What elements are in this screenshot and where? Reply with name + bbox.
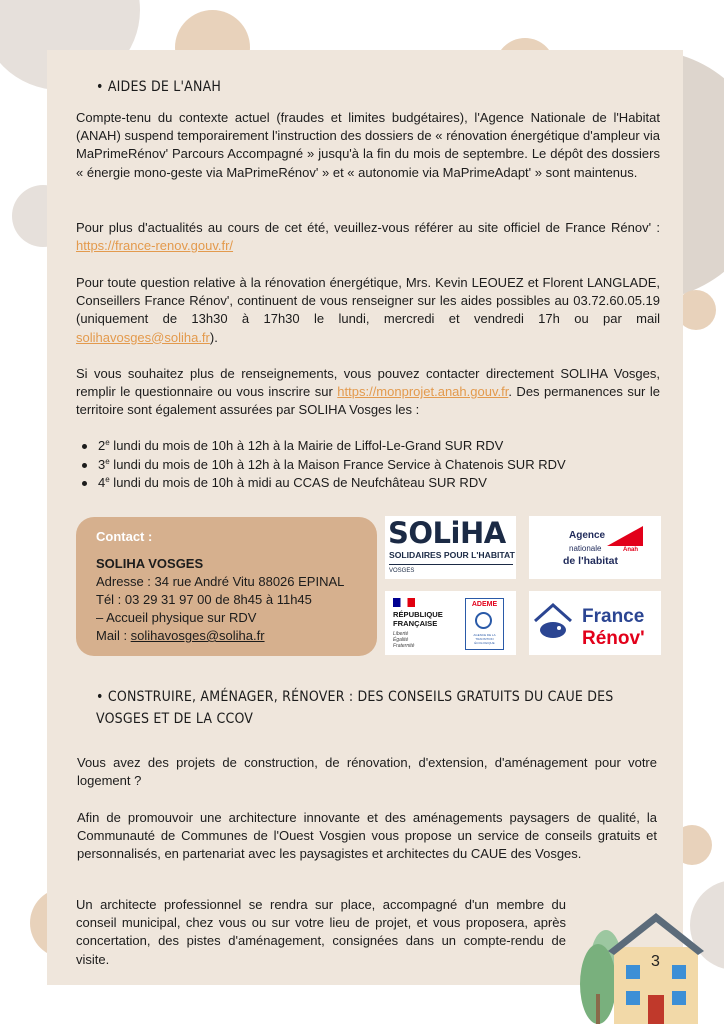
republique-l1: RÉPUBLIQUE <box>393 610 443 619</box>
france-renov-l2: Rénov' <box>582 628 645 649</box>
list-item: 2e lundi du mois de 10h à 12h à la Mairie de Liffol-Le-Grand SUR RDV <box>79 437 566 456</box>
list-item: 3e lundi du mois de 10h à 12h à la Maison France Service à Chatenois SUR RDV <box>79 456 566 475</box>
contact-text-end: ). <box>209 329 218 345</box>
anah-tag: Anah <box>623 547 638 553</box>
caue-paragraph-question: Vous avez des projets de construction, de rénovation, d'extension, d'aménagement pour votre logement ? <box>77 755 657 789</box>
marianne-icon <box>393 598 415 607</box>
soliha-logo <box>385 516 516 579</box>
soliha-sub: VOSGES <box>389 568 415 574</box>
caue-paragraph-service: Afin de promouvoir une architecture innovante et des aménagements paysagers de qualité, la Communauté de Communes de l'Ouest Vosgien vous propose un service de conseils gratuits et personnalisés, en partenariat avec les paysagistes et architectes du CAUE des Vosges. <box>77 810 657 862</box>
france-renov-l1: France <box>582 606 645 627</box>
motto-3: Fraternité <box>393 643 415 649</box>
house-illustration-icon <box>578 909 722 1024</box>
soliha-mail-link[interactable]: solihavosges@soliha.fr <box>76 329 210 345</box>
contact-box <box>76 517 377 656</box>
list-item: 4e lundi du mois de 10h à midi au CCAS de Neufchâteau SUR RDV <box>79 474 566 493</box>
motto-2: Égalité <box>393 637 409 643</box>
ademe-sub: AGENCE DE LA TRANSITION ÉCOLOGIQUE <box>473 633 496 645</box>
ademe-label: ADEME <box>471 601 498 608</box>
republique-ademe-logo <box>385 591 516 655</box>
france-renov-logo <box>529 591 661 655</box>
anah-paragraph-soliha <box>76 365 660 420</box>
soliha-separator <box>389 564 513 565</box>
soliha-text-end: . Des permanences sur le territoire sont également assurées par SOLIHA Vosges les : <box>76 384 660 418</box>
republique-l2: FRANÇAISE <box>393 619 438 628</box>
anah-line2: nationale <box>569 544 602 553</box>
ademe-circle-icon <box>475 612 492 629</box>
contact-mail: Mail : solihavosges@soliha.fr <box>96 628 265 643</box>
anah-line1: Agence <box>569 530 606 541</box>
anah-paragraph-context: Compte-tenu du contexte actuel (fraudes et limites budgétaires), l'Agence Nationale de l'Habitat (ANAH) suspend temporairement l'instruction des dossiers de « rénovation énergétique d'ampleur via MaPrimeRénov' Parcours Accompagné » jusqu'à la fin du mois de septembre. Le dépôt des dossiers « énergie mono-geste via MaPrimeRénov' » et « autonomie via MaPrimeAdapt' » sont maintenus. <box>76 110 660 180</box>
anah-paragraph-contact <box>76 274 660 347</box>
anah-logo <box>529 516 661 579</box>
soliha-brand: SOLiHA <box>388 516 506 550</box>
soliha-text: Si vous souhaitez plus de renseignements, vous pouvez contacter directement SOLIHA Vosges, remplir le questionnaire ou vous inscrire sur <box>76 366 660 400</box>
contact-reception: – Accueil physique sur RDV <box>96 610 257 625</box>
contact-phone: Tél : 03 29 31 97 00 de 8h45 à 11h45 <box>96 592 312 607</box>
caue-paragraph-visit: Un architecte professionnel se rendra sur place, accompagné d'un membre du conseil municipal, chez vous ou sur votre lieu de projet, et vous proposera, après concertation, des pistes d'aménagement, consignées dans un compte-rendu de visite. <box>76 897 566 967</box>
soliha-tagline: SOLIDAIRES POUR L'HABITAT <box>389 550 515 560</box>
news-text: Pour plus d'actualités au cours de cet été, veuillez-vous référer au site officiel de France Rénov' : <box>76 220 660 235</box>
contact-text: Pour toute question relative à la rénovation énergétique, Mrs. Kevin LEOUEZ et Florent LANGLADE, Conseillers France Rénov', continuent de vous renseigner sur les aides possibles au 03.72.60.05.19 (uniquement de 13h30 à 17h30 le lundi, mercredi et vendredi 17h ou par mail <box>76 275 660 327</box>
anah-line3: de l'habitat <box>563 555 619 567</box>
france-renov-house-icon <box>533 601 573 641</box>
contact-title: Contact : <box>96 529 153 544</box>
ademe-box <box>465 598 504 650</box>
anah-paragraph-news <box>76 219 660 255</box>
contact-address: Adresse : 34 rue André Vitu 88026 EPINAL <box>96 574 345 589</box>
anah-roof-icon <box>607 526 643 546</box>
page-number: 3 <box>651 953 660 970</box>
section-heading-anah: • AIDES DE L'ANAH <box>96 79 222 95</box>
contact-org: SOLIHA VOSGES <box>96 556 204 571</box>
permanence-list <box>79 437 566 493</box>
section-heading-caue: • CONSTRUIRE, AMÉNAGER, RÉNOVER : DES CONSEILS GRATUITS DU CAUE DES VOSGES ET DE LA CCOV <box>96 689 614 727</box>
motto-1: Liberté <box>393 631 409 637</box>
france-renov-link[interactable]: https://france-renov.gouv.fr/ <box>76 238 234 254</box>
monprojet-link[interactable]: https://monprojet.anah.gouv.fr <box>337 384 509 400</box>
contact-mail-link[interactable]: solihavosges@soliha.fr <box>130 628 265 643</box>
